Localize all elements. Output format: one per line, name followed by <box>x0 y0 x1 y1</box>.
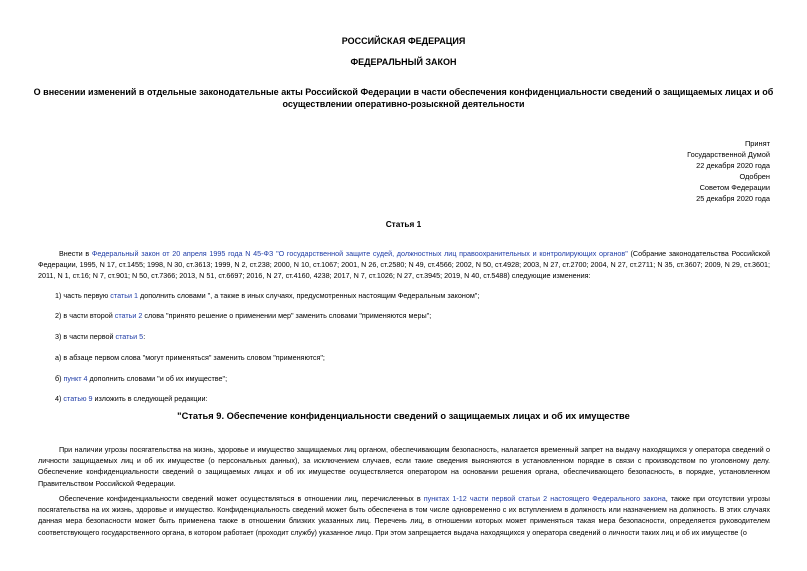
article-9-paragraph-2 <box>38 493 770 538</box>
item-3b-text: б) <box>55 374 64 383</box>
para-2-text-after: , также при отсутствии угрозы посягательства на их жизнь, здоровье и имущество. Конфиденциальность сведений может быть обеспечена в том числе одновременно с их вступлением в должность или назначением на должность. В этих случаях данная мера безопасности может быть применена также в отношении близких указанных лиц. Перечень лиц, в отношении которых может применяться такая мера безопасности, определяется руководителем соответствующего государственного органа, в котором работает (проходит службу) указанное лицо. При этом запрещается выдача находящихся у оператора сведений о личности таких лиц и об их имуществе (о <box>38 494 770 537</box>
points-1-12-link[interactable]: пунктах 1-12 части первой статьи 2 настоящего Федерального закона <box>423 494 666 503</box>
item-1-text: 1) часть первую <box>55 291 111 300</box>
article-9-link[interactable]: статью 9 <box>63 394 93 403</box>
amendment-item-2 <box>55 310 775 321</box>
item-2-text-after: слова "принято решение о применении мер" заменить словами "применяются меры"; <box>142 311 432 320</box>
article-9-paragraph-1: При наличии угрозы посягательства на жизнь, здоровье и имущество защищаемых лиц органом, обеспечивающим безопасность, налагается временный запрет на выдачу находящихся у оператора сведений о личности защищаемых лиц и об их имуществе (о персональных данных), за исключением случаев, если такие сведения выясняются в установленном порядке в связи с производством по уголовному делу. Обеспечение конфиденциальности сведений о защищаемых лицах и об их имуществе осуществляется оператором на основании решения органа, обеспечивающего безопасность, в порядке, установленном Правительством Российской Федерации. <box>38 445 770 488</box>
point-4-link[interactable]: пункт 4 <box>63 374 88 383</box>
amendment-item-4 <box>55 393 775 404</box>
intro-text-before: Внести в <box>59 249 92 258</box>
council-date: 25 декабря 2020 года <box>696 194 770 203</box>
item-3-text: 3) в части первой <box>55 332 116 341</box>
accepted-label: Принят <box>744 139 770 148</box>
approved-label: Одобрен <box>739 172 770 181</box>
amendment-item-3 <box>55 331 775 342</box>
amendment-item-3a: а) в абзаце первом слова "могут применяться" заменить словом "применяются"; <box>55 353 325 362</box>
article-1-heading: Статья 1 <box>385 219 422 229</box>
law-title: О внесении изменений в отдельные законодательные акты Российской Федерации в части обеспечения конфиденциальности сведений о защищаемых лицах и об осуществлении оперативно-розыскной деятельности <box>33 87 774 109</box>
item-1-text-after: дополнить словами ", а также в иных случаях, предусмотренных настоящим Федеральным законом"; <box>138 291 480 300</box>
article-1-intro <box>38 248 770 282</box>
doc-type-heading: ФЕДЕРАЛЬНЫЙ ЗАКОН <box>350 57 457 67</box>
law-45-fz-link[interactable]: Федеральный закон от 20 апреля 1995 года N 45-ФЗ "О государственной защите судей, должностных лиц правоохранительных и контролирующих органов" <box>91 249 628 258</box>
item-2-text: 2) в части второй <box>55 311 115 320</box>
country-heading: РОССИЙСКАЯ ФЕДЕРАЦИЯ <box>341 36 466 46</box>
article-9-heading: "Статья 9. Обеспечение конфиденциальности сведений о защищаемых лицах и об их имуществе <box>177 411 630 421</box>
item-3-text-after: : <box>143 332 146 341</box>
article-5-link[interactable]: статьи 5 <box>115 332 144 341</box>
item-3b-text-after: дополнить словами "и об их имуществе"; <box>87 374 228 383</box>
article-1-link[interactable]: статьи 1 <box>110 291 138 300</box>
duma-date: 22 декабря 2020 года <box>696 161 770 170</box>
amendment-item-1 <box>55 290 775 301</box>
amendment-item-3b <box>55 373 775 384</box>
federation-council-label: Советом Федерации <box>699 183 770 192</box>
item-4-text-after: изложить в следующей редакции: <box>92 394 208 403</box>
article-2-link[interactable]: статьи 2 <box>114 311 143 320</box>
state-duma-label: Государственной Думой <box>687 150 770 159</box>
acceptance-block <box>610 138 770 204</box>
para-2-text-before: Обеспечение конфиденциальности сведений может осуществляться в отношении лиц, перечисленных в <box>59 494 424 503</box>
item-4-text: 4) <box>55 394 64 403</box>
intro-text-after: (Собрание законодательства Российской Федерации, 1995, N 17, ст.1455; 1998, N 30, ст.3613; 1999, N 2, ст.238; 2000, N 10, ст.1067; 2001, N 26, ст.2580; N 49, ст.4566; 2002, N 50, ст.4928; 2003, N 27, ст.2700; 2004, N 27, ст.2711; N 35, ст.3607; 2009, N 29, ст.3601; 2011, N 1, ст.16; N 7, ст.901; N 50, ст.7366; 2013, N 51, ст.6697; 2016, N 27, ст.4160, 4238; 2017, N 7, ст.1026; N 27, ст.3945; 2019, N 40, ст.5488) следующие изменения: <box>38 249 771 281</box>
